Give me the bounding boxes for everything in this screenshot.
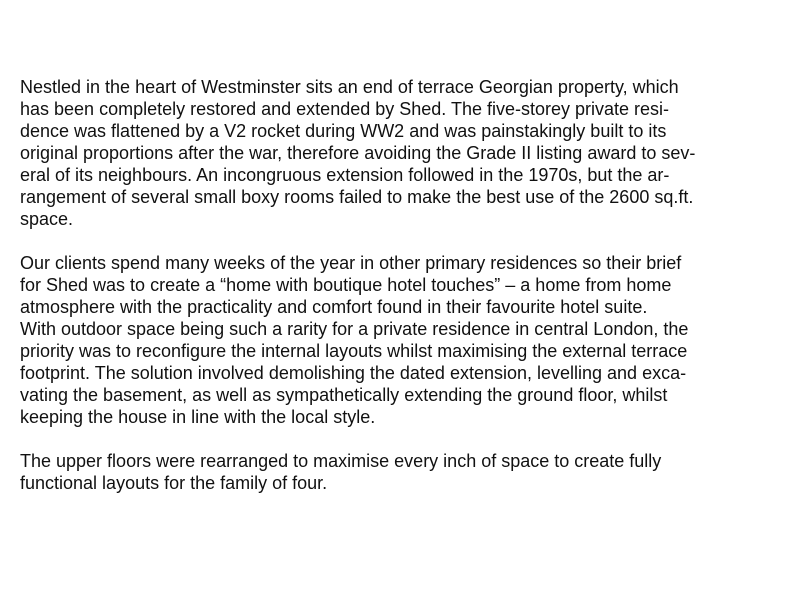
text-line: With outdoor space being such a rarity for a private residence in central London, the — [20, 319, 689, 339]
paragraph-brief — [20, 252, 780, 428]
text-line: priority was to reconfigure the internal layouts whilst maximising the external terrace — [20, 341, 688, 361]
paragraph-intro — [20, 76, 780, 230]
text-line: original proportions after the war, therefore avoiding the Grade II listing award to sev- — [20, 143, 696, 163]
text-line: eral of its neighbours. An incongruous extension followed in the 1970s, but the ar- — [20, 165, 670, 185]
text-line: atmosphere with the practicality and comfort found in their favourite hotel suite. — [20, 297, 648, 317]
text-line: dence was flattened by a V2 rocket during WW2 and was painstakingly built to its — [20, 121, 667, 141]
text-line: rangement of several small boxy rooms failed to make the best use of the 2600 sq.ft. — [20, 187, 694, 207]
text-line: footprint. The solution involved demolishing the dated extension, levelling and exca- — [20, 363, 687, 383]
text-line: space. — [20, 209, 74, 229]
text-line: vating the basement, as well as sympathetically extending the ground floor, whilst — [20, 385, 668, 405]
text-line: Nestled in the heart of Westminster sits an end of terrace Georgian property, which — [20, 77, 679, 97]
text-line: functional layouts for the family of four. — [20, 473, 328, 493]
text-line: keeping the house in line with the local style. — [20, 407, 376, 427]
text-line: The upper floors were rearranged to maximise every inch of space to create fully — [20, 451, 662, 471]
text-line: Our clients spend many weeks of the year in other primary residences so their brief — [20, 253, 682, 273]
paragraph-upper-floors — [20, 450, 780, 494]
text-line: has been completely restored and extended by Shed. The five-storey private resi- — [20, 99, 670, 119]
text-line: for Shed was to create a “home with boutique hotel touches” – a home from home — [20, 275, 672, 295]
